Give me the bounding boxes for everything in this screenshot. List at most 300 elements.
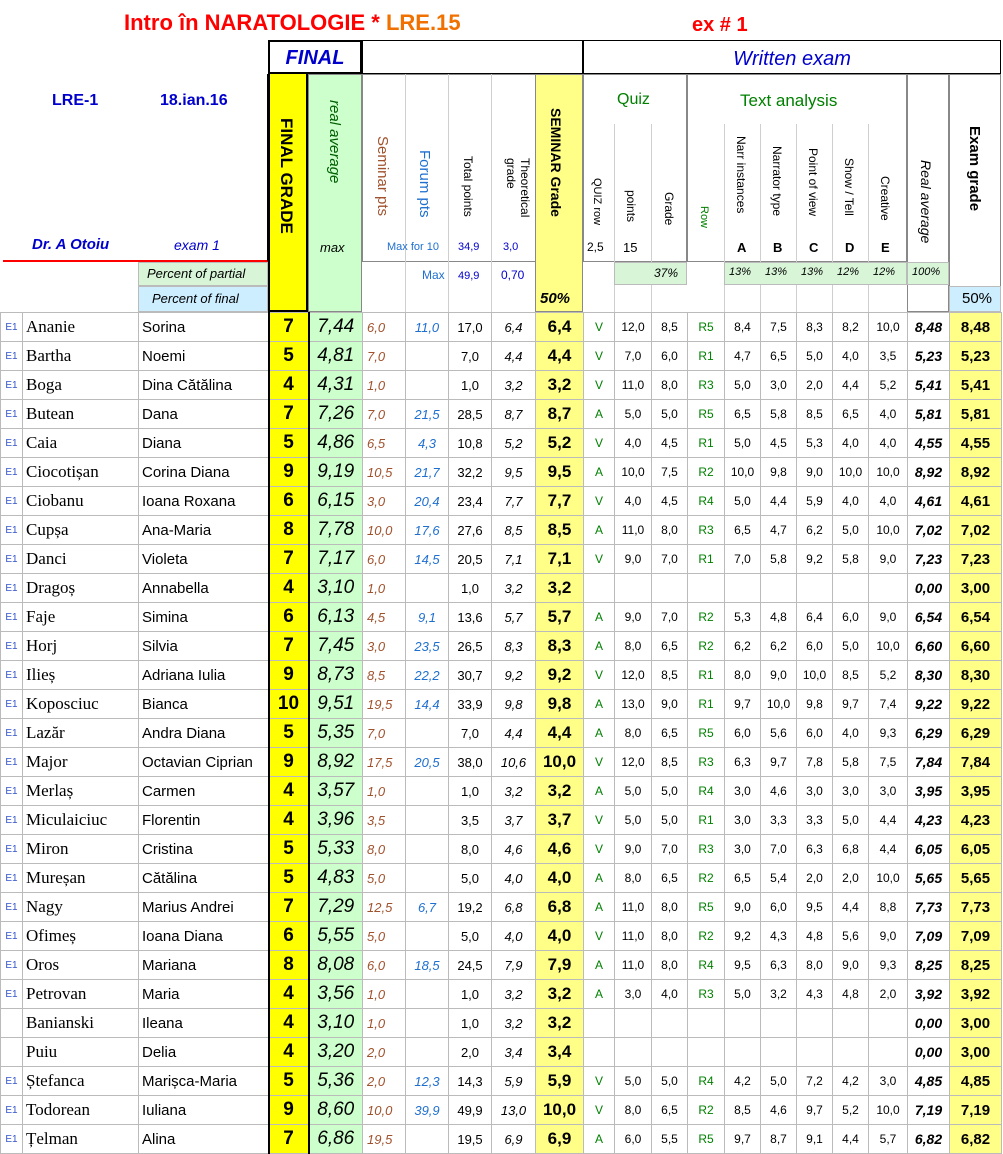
exam-grade-cell[interactable]: 6,05 xyxy=(950,835,1002,864)
student-first-name[interactable]: Simina xyxy=(139,603,269,632)
real-average-cell[interactable]: 6,13 xyxy=(309,603,363,632)
real-average2-cell[interactable]: 7,73 xyxy=(908,893,950,922)
forum-pts-cell[interactable]: 11,0 xyxy=(406,313,449,342)
seminar-pts-cell[interactable]: 6,0 xyxy=(363,545,406,574)
point-of-view-cell[interactable]: 10,0 xyxy=(797,661,833,690)
narrator-type-cell[interactable]: 9,8 xyxy=(761,458,797,487)
creative-cell[interactable]: 5,2 xyxy=(869,661,908,690)
final-grade-cell[interactable]: 4 xyxy=(269,806,309,835)
quiz-row-cell[interactable]: V xyxy=(584,1067,615,1096)
student-surname[interactable]: Nagy xyxy=(23,893,139,922)
show-tell-cell[interactable]: 5,0 xyxy=(833,632,869,661)
point-of-view-cell[interactable]: 9,5 xyxy=(797,893,833,922)
ta-row-cell[interactable] xyxy=(688,1038,725,1067)
final-grade-cell[interactable]: 4 xyxy=(269,777,309,806)
creative-cell[interactable]: 9,3 xyxy=(869,951,908,980)
real-average-cell[interactable]: 7,29 xyxy=(309,893,363,922)
student-first-name[interactable]: Ana-Maria xyxy=(139,516,269,545)
student-surname[interactable]: Cupșa xyxy=(23,516,139,545)
exam-grade-cell[interactable]: 8,92 xyxy=(950,458,1002,487)
total-points-cell[interactable]: 1,0 xyxy=(449,371,492,400)
quiz-row-cell[interactable]: A xyxy=(584,516,615,545)
quiz-row-cell[interactable]: A xyxy=(584,603,615,632)
student-first-name[interactable]: Ioana Diana xyxy=(139,922,269,951)
ta-row-cell[interactable]: R2 xyxy=(688,864,725,893)
real-average2-cell[interactable]: 7,84 xyxy=(908,748,950,777)
real-average2-cell[interactable]: 4,55 xyxy=(908,429,950,458)
seminar-pts-cell[interactable]: 6,0 xyxy=(363,313,406,342)
theoretical-grade-cell[interactable]: 4,6 xyxy=(492,835,536,864)
quiz-grade-cell[interactable]: 5,0 xyxy=(652,400,688,429)
student-e1-flag[interactable]: E1 xyxy=(1,458,23,487)
quiz-grade-cell[interactable]: 6,5 xyxy=(652,632,688,661)
narrator-type-cell[interactable]: 4,5 xyxy=(761,429,797,458)
theoretical-grade-cell[interactable]: 4,4 xyxy=(492,719,536,748)
final-grade-cell[interactable]: 4 xyxy=(269,574,309,603)
theoretical-grade-cell[interactable]: 8,3 xyxy=(492,632,536,661)
narr-instances-cell[interactable]: 9,7 xyxy=(725,1125,761,1154)
exam-grade-cell[interactable]: 9,22 xyxy=(950,690,1002,719)
student-e1-flag[interactable]: E1 xyxy=(1,951,23,980)
student-surname[interactable]: Banianski xyxy=(23,1009,139,1038)
forum-pts-cell[interactable] xyxy=(406,719,449,748)
theoretical-grade-cell[interactable]: 4,0 xyxy=(492,864,536,893)
ta-row-cell[interactable]: R3 xyxy=(688,980,725,1009)
quiz-row-cell[interactable]: V xyxy=(584,371,615,400)
total-points-cell[interactable]: 3,5 xyxy=(449,806,492,835)
seminar-grade-cell[interactable]: 5,9 xyxy=(536,1067,584,1096)
seminar-pts-cell[interactable]: 10,0 xyxy=(363,516,406,545)
real-average-cell[interactable]: 7,45 xyxy=(309,632,363,661)
show-tell-cell[interactable]: 10,0 xyxy=(833,458,869,487)
exam-grade-cell[interactable]: 7,23 xyxy=(950,545,1002,574)
show-tell-cell[interactable] xyxy=(833,1038,869,1067)
total-points-cell[interactable]: 17,0 xyxy=(449,313,492,342)
seminar-grade-cell[interactable]: 3,4 xyxy=(536,1038,584,1067)
seminar-pts-cell[interactable]: 7,0 xyxy=(363,719,406,748)
theoretical-grade-cell[interactable]: 8,7 xyxy=(492,400,536,429)
ta-row-cell[interactable]: R1 xyxy=(688,545,725,574)
student-e1-flag[interactable]: E1 xyxy=(1,748,23,777)
narr-instances-cell[interactable]: 6,0 xyxy=(725,719,761,748)
final-grade-cell[interactable]: 5 xyxy=(269,429,309,458)
student-first-name[interactable]: Marius Andrei xyxy=(139,893,269,922)
narr-instances-cell[interactable]: 3,0 xyxy=(725,835,761,864)
real-average-cell[interactable]: 3,10 xyxy=(309,574,363,603)
quiz-grade-cell[interactable] xyxy=(652,1009,688,1038)
quiz-points-cell[interactable]: 11,0 xyxy=(615,893,652,922)
quiz-row-cell[interactable]: A xyxy=(584,632,615,661)
real-average-cell[interactable]: 7,17 xyxy=(309,545,363,574)
theoretical-grade-cell[interactable]: 13,0 xyxy=(492,1096,536,1125)
exam-grade-cell[interactable]: 5,65 xyxy=(950,864,1002,893)
show-tell-cell[interactable]: 4,2 xyxy=(833,1067,869,1096)
theoretical-grade-cell[interactable]: 5,2 xyxy=(492,429,536,458)
student-surname[interactable]: Mureșan xyxy=(23,864,139,893)
real-average2-cell[interactable]: 6,60 xyxy=(908,632,950,661)
forum-pts-cell[interactable]: 39,9 xyxy=(406,1096,449,1125)
seminar-grade-cell[interactable]: 4,6 xyxy=(536,835,584,864)
ta-row-cell[interactable]: R1 xyxy=(688,429,725,458)
quiz-points-cell[interactable]: 10,0 xyxy=(615,458,652,487)
student-e1-flag[interactable]: E1 xyxy=(1,342,23,371)
point-of-view-cell[interactable]: 8,3 xyxy=(797,313,833,342)
theoretical-grade-cell[interactable]: 7,9 xyxy=(492,951,536,980)
ta-row-cell[interactable]: R5 xyxy=(688,1125,725,1154)
seminar-grade-cell[interactable]: 3,2 xyxy=(536,1009,584,1038)
real-average2-cell[interactable]: 6,54 xyxy=(908,603,950,632)
quiz-grade-cell[interactable]: 8,0 xyxy=(652,951,688,980)
student-e1-flag[interactable]: E1 xyxy=(1,864,23,893)
creative-cell[interactable]: 9,0 xyxy=(869,922,908,951)
real-average-cell[interactable]: 6,86 xyxy=(309,1125,363,1154)
seminar-pts-cell[interactable]: 3,5 xyxy=(363,806,406,835)
quiz-points-cell[interactable]: 9,0 xyxy=(615,545,652,574)
narr-instances-cell[interactable]: 9,7 xyxy=(725,690,761,719)
ta-row-cell[interactable]: R5 xyxy=(688,313,725,342)
real-average-cell[interactable]: 7,78 xyxy=(309,516,363,545)
student-first-name[interactable]: Adriana Iulia xyxy=(139,661,269,690)
quiz-grade-cell[interactable]: 6,5 xyxy=(652,864,688,893)
narrator-type-cell[interactable]: 3,3 xyxy=(761,806,797,835)
show-tell-cell[interactable] xyxy=(833,1009,869,1038)
narrator-type-cell[interactable]: 10,0 xyxy=(761,690,797,719)
show-tell-cell[interactable]: 9,7 xyxy=(833,690,869,719)
total-points-cell[interactable]: 10,8 xyxy=(449,429,492,458)
narr-instances-cell[interactable]: 6,2 xyxy=(725,632,761,661)
student-surname[interactable]: Koposciuc xyxy=(23,690,139,719)
quiz-points-cell[interactable]: 5,0 xyxy=(615,1067,652,1096)
quiz-row-cell[interactable]: V xyxy=(584,342,615,371)
student-e1-flag[interactable]: E1 xyxy=(1,806,23,835)
exam-grade-cell[interactable]: 4,85 xyxy=(950,1067,1002,1096)
quiz-grade-cell[interactable]: 4,5 xyxy=(652,429,688,458)
point-of-view-cell[interactable]: 5,0 xyxy=(797,342,833,371)
creative-cell[interactable]: 3,0 xyxy=(869,1067,908,1096)
forum-pts-cell[interactable] xyxy=(406,864,449,893)
quiz-grade-cell[interactable]: 5,5 xyxy=(652,1125,688,1154)
creative-cell[interactable] xyxy=(869,1009,908,1038)
ta-row-cell[interactable]: R3 xyxy=(688,516,725,545)
quiz-row-cell[interactable]: A xyxy=(584,893,615,922)
narrator-type-cell[interactable]: 9,0 xyxy=(761,661,797,690)
student-surname[interactable]: Ilieș xyxy=(23,661,139,690)
creative-cell[interactable]: 5,2 xyxy=(869,371,908,400)
quiz-grade-cell[interactable]: 7,5 xyxy=(652,458,688,487)
show-tell-cell[interactable]: 6,5 xyxy=(833,400,869,429)
student-e1-flag[interactable]: E1 xyxy=(1,893,23,922)
ta-row-cell[interactable] xyxy=(688,574,725,603)
point-of-view-cell[interactable]: 4,3 xyxy=(797,980,833,1009)
point-of-view-cell[interactable] xyxy=(797,1038,833,1067)
quiz-points-cell[interactable]: 5,0 xyxy=(615,806,652,835)
seminar-pts-cell[interactable]: 19,5 xyxy=(363,1125,406,1154)
narrator-type-cell[interactable]: 5,8 xyxy=(761,400,797,429)
theoretical-grade-cell[interactable]: 3,4 xyxy=(492,1038,536,1067)
show-tell-cell[interactable]: 9,0 xyxy=(833,951,869,980)
seminar-grade-cell[interactable]: 3,2 xyxy=(536,574,584,603)
point-of-view-cell[interactable]: 6,4 xyxy=(797,603,833,632)
total-points-cell[interactable]: 28,5 xyxy=(449,400,492,429)
final-grade-cell[interactable]: 7 xyxy=(269,1125,309,1154)
forum-pts-cell[interactable]: 17,6 xyxy=(406,516,449,545)
final-grade-cell[interactable]: 6 xyxy=(269,603,309,632)
quiz-grade-cell[interactable]: 8,5 xyxy=(652,748,688,777)
point-of-view-cell[interactable]: 6,0 xyxy=(797,632,833,661)
point-of-view-cell[interactable]: 8,5 xyxy=(797,400,833,429)
creative-cell[interactable]: 10,0 xyxy=(869,632,908,661)
total-points-cell[interactable]: 7,0 xyxy=(449,342,492,371)
student-e1-flag[interactable]: E1 xyxy=(1,1096,23,1125)
forum-pts-cell[interactable] xyxy=(406,922,449,951)
seminar-grade-cell[interactable]: 8,5 xyxy=(536,516,584,545)
exam-grade-cell[interactable]: 4,23 xyxy=(950,806,1002,835)
quiz-row-cell[interactable] xyxy=(584,1009,615,1038)
quiz-row-cell[interactable]: A xyxy=(584,777,615,806)
theoretical-grade-cell[interactable]: 3,2 xyxy=(492,371,536,400)
total-points-cell[interactable]: 24,5 xyxy=(449,951,492,980)
student-e1-flag[interactable] xyxy=(1,1038,23,1067)
creative-cell[interactable]: 10,0 xyxy=(869,516,908,545)
real-average-cell[interactable]: 8,92 xyxy=(309,748,363,777)
quiz-grade-cell[interactable]: 9,0 xyxy=(652,690,688,719)
quiz-points-cell[interactable]: 11,0 xyxy=(615,951,652,980)
total-points-cell[interactable]: 5,0 xyxy=(449,922,492,951)
seminar-pts-cell[interactable]: 5,0 xyxy=(363,922,406,951)
quiz-grade-cell[interactable]: 5,0 xyxy=(652,806,688,835)
quiz-grade-cell[interactable]: 7,0 xyxy=(652,545,688,574)
student-surname[interactable]: Merlaș xyxy=(23,777,139,806)
exam-grade-cell[interactable]: 6,29 xyxy=(950,719,1002,748)
total-points-cell[interactable]: 23,4 xyxy=(449,487,492,516)
student-surname[interactable]: Bartha xyxy=(23,342,139,371)
final-grade-cell[interactable]: 6 xyxy=(269,922,309,951)
exam-grade-cell[interactable]: 3,00 xyxy=(950,1009,1002,1038)
forum-pts-cell[interactable]: 21,7 xyxy=(406,458,449,487)
show-tell-cell[interactable]: 5,0 xyxy=(833,806,869,835)
theoretical-grade-cell[interactable]: 5,9 xyxy=(492,1067,536,1096)
narrator-type-cell[interactable]: 6,3 xyxy=(761,951,797,980)
student-first-name[interactable]: Iuliana xyxy=(139,1096,269,1125)
student-surname[interactable]: Puiu xyxy=(23,1038,139,1067)
creative-cell[interactable]: 2,0 xyxy=(869,980,908,1009)
seminar-grade-cell[interactable]: 10,0 xyxy=(536,1096,584,1125)
student-first-name[interactable]: Violeta xyxy=(139,545,269,574)
point-of-view-cell[interactable]: 3,3 xyxy=(797,806,833,835)
forum-pts-cell[interactable] xyxy=(406,574,449,603)
seminar-pts-cell[interactable]: 2,0 xyxy=(363,1038,406,1067)
exam-grade-cell[interactable]: 7,19 xyxy=(950,1096,1002,1125)
student-e1-flag[interactable]: E1 xyxy=(1,429,23,458)
total-points-cell[interactable]: 20,5 xyxy=(449,545,492,574)
total-points-cell[interactable]: 1,0 xyxy=(449,574,492,603)
total-points-cell[interactable]: 32,2 xyxy=(449,458,492,487)
show-tell-cell[interactable]: 8,2 xyxy=(833,313,869,342)
quiz-points-cell[interactable]: 8,0 xyxy=(615,719,652,748)
final-grade-cell[interactable]: 7 xyxy=(269,632,309,661)
narrator-type-cell[interactable]: 4,8 xyxy=(761,603,797,632)
narrator-type-cell[interactable]: 4,6 xyxy=(761,777,797,806)
seminar-pts-cell[interactable]: 10,0 xyxy=(363,1096,406,1125)
student-e1-flag[interactable]: E1 xyxy=(1,690,23,719)
creative-cell[interactable]: 4,0 xyxy=(869,400,908,429)
quiz-points-cell[interactable]: 11,0 xyxy=(615,922,652,951)
ta-row-cell[interactable]: R1 xyxy=(688,342,725,371)
narrator-type-cell[interactable]: 7,0 xyxy=(761,835,797,864)
quiz-grade-cell[interactable]: 6,5 xyxy=(652,719,688,748)
narr-instances-cell[interactable]: 4,7 xyxy=(725,342,761,371)
real-average-cell[interactable]: 5,33 xyxy=(309,835,363,864)
final-grade-cell[interactable]: 8 xyxy=(269,516,309,545)
ta-row-cell[interactable]: R4 xyxy=(688,777,725,806)
seminar-grade-cell[interactable]: 10,0 xyxy=(536,748,584,777)
forum-pts-cell[interactable] xyxy=(406,806,449,835)
total-points-cell[interactable]: 1,0 xyxy=(449,980,492,1009)
real-average2-cell[interactable]: 8,48 xyxy=(908,313,950,342)
seminar-pts-cell[interactable]: 6,5 xyxy=(363,429,406,458)
ta-row-cell[interactable]: R1 xyxy=(688,661,725,690)
student-surname[interactable]: Butean xyxy=(23,400,139,429)
theoretical-grade-cell[interactable]: 6,4 xyxy=(492,313,536,342)
narr-instances-cell[interactable]: 6,5 xyxy=(725,400,761,429)
student-first-name[interactable]: Dina Cătălina xyxy=(139,371,269,400)
forum-pts-cell[interactable]: 20,4 xyxy=(406,487,449,516)
narrator-type-cell[interactable]: 6,2 xyxy=(761,632,797,661)
point-of-view-cell[interactable]: 5,9 xyxy=(797,487,833,516)
student-first-name[interactable]: Sorina xyxy=(139,313,269,342)
quiz-row-cell[interactable]: A xyxy=(584,980,615,1009)
seminar-grade-cell[interactable]: 5,7 xyxy=(536,603,584,632)
quiz-grade-cell[interactable]: 4,0 xyxy=(652,980,688,1009)
real-average-cell[interactable]: 9,19 xyxy=(309,458,363,487)
show-tell-cell[interactable]: 5,8 xyxy=(833,748,869,777)
quiz-grade-cell[interactable]: 8,0 xyxy=(652,922,688,951)
student-first-name[interactable]: Corina Diana xyxy=(139,458,269,487)
seminar-grade-cell[interactable]: 4,4 xyxy=(536,342,584,371)
creative-cell[interactable]: 7,5 xyxy=(869,748,908,777)
seminar-grade-cell[interactable]: 8,3 xyxy=(536,632,584,661)
ta-row-cell[interactable]: R2 xyxy=(688,632,725,661)
seminar-grade-cell[interactable]: 5,2 xyxy=(536,429,584,458)
quiz-points-cell[interactable]: 9,0 xyxy=(615,835,652,864)
quiz-grade-cell[interactable]: 8,0 xyxy=(652,893,688,922)
quiz-row-cell[interactable]: V xyxy=(584,922,615,951)
quiz-row-cell[interactable]: A xyxy=(584,951,615,980)
real-average2-cell[interactable]: 5,65 xyxy=(908,864,950,893)
real-average2-cell[interactable]: 7,19 xyxy=(908,1096,950,1125)
real-average2-cell[interactable]: 6,05 xyxy=(908,835,950,864)
ta-row-cell[interactable]: R2 xyxy=(688,603,725,632)
point-of-view-cell[interactable]: 9,0 xyxy=(797,458,833,487)
ta-row-cell[interactable]: R2 xyxy=(688,458,725,487)
quiz-points-cell[interactable]: 12,0 xyxy=(615,661,652,690)
narrator-type-cell[interactable]: 6,5 xyxy=(761,342,797,371)
final-grade-cell[interactable]: 10 xyxy=(269,690,309,719)
real-average-cell[interactable]: 6,15 xyxy=(309,487,363,516)
student-e1-flag[interactable]: E1 xyxy=(1,719,23,748)
creative-cell[interactable]: 4,4 xyxy=(869,835,908,864)
seminar-pts-cell[interactable]: 7,0 xyxy=(363,400,406,429)
quiz-row-cell[interactable]: A xyxy=(584,690,615,719)
quiz-row-cell[interactable]: A xyxy=(584,1125,615,1154)
forum-pts-cell[interactable] xyxy=(406,777,449,806)
ta-row-cell[interactable]: R3 xyxy=(688,748,725,777)
theoretical-grade-cell[interactable]: 10,6 xyxy=(492,748,536,777)
final-grade-cell[interactable]: 7 xyxy=(269,893,309,922)
theoretical-grade-cell[interactable]: 6,9 xyxy=(492,1125,536,1154)
exam-grade-cell[interactable]: 8,48 xyxy=(950,313,1002,342)
quiz-points-cell[interactable]: 7,0 xyxy=(615,342,652,371)
quiz-grade-cell[interactable]: 7,0 xyxy=(652,835,688,864)
exam-grade-cell[interactable]: 8,30 xyxy=(950,661,1002,690)
final-grade-cell[interactable]: 9 xyxy=(269,458,309,487)
total-points-cell[interactable]: 8,0 xyxy=(449,835,492,864)
show-tell-cell[interactable]: 4,4 xyxy=(833,893,869,922)
student-first-name[interactable]: Cristina xyxy=(139,835,269,864)
student-first-name[interactable]: Ioana Roxana xyxy=(139,487,269,516)
narrator-type-cell[interactable]: 4,7 xyxy=(761,516,797,545)
final-grade-cell[interactable]: 5 xyxy=(269,835,309,864)
creative-cell[interactable]: 5,7 xyxy=(869,1125,908,1154)
final-grade-cell[interactable]: 4 xyxy=(269,980,309,1009)
theoretical-grade-cell[interactable]: 7,1 xyxy=(492,545,536,574)
theoretical-grade-cell[interactable]: 9,5 xyxy=(492,458,536,487)
theoretical-grade-cell[interactable]: 6,8 xyxy=(492,893,536,922)
forum-pts-cell[interactable]: 6,7 xyxy=(406,893,449,922)
show-tell-cell[interactable]: 6,8 xyxy=(833,835,869,864)
point-of-view-cell[interactable]: 9,8 xyxy=(797,690,833,719)
forum-pts-cell[interactable]: 12,3 xyxy=(406,1067,449,1096)
theoretical-grade-cell[interactable]: 7,7 xyxy=(492,487,536,516)
real-average2-cell[interactable]: 8,25 xyxy=(908,951,950,980)
quiz-points-cell[interactable] xyxy=(615,574,652,603)
ta-row-cell[interactable]: R4 xyxy=(688,487,725,516)
real-average-cell[interactable]: 8,60 xyxy=(309,1096,363,1125)
seminar-pts-cell[interactable]: 3,0 xyxy=(363,632,406,661)
student-surname[interactable]: Petrovan xyxy=(23,980,139,1009)
forum-pts-cell[interactable] xyxy=(406,371,449,400)
real-average2-cell[interactable]: 5,81 xyxy=(908,400,950,429)
seminar-pts-cell[interactable]: 1,0 xyxy=(363,1009,406,1038)
student-surname[interactable]: Dragoș xyxy=(23,574,139,603)
ta-row-cell[interactable]: R3 xyxy=(688,835,725,864)
seminar-pts-cell[interactable]: 1,0 xyxy=(363,371,406,400)
total-points-cell[interactable]: 26,5 xyxy=(449,632,492,661)
final-grade-cell[interactable]: 4 xyxy=(269,371,309,400)
creative-cell[interactable]: 8,8 xyxy=(869,893,908,922)
narrator-type-cell[interactable]: 6,0 xyxy=(761,893,797,922)
final-grade-cell[interactable]: 7 xyxy=(269,313,309,342)
narrator-type-cell[interactable]: 4,3 xyxy=(761,922,797,951)
real-average2-cell[interactable]: 7,09 xyxy=(908,922,950,951)
creative-cell[interactable] xyxy=(869,574,908,603)
narrator-type-cell[interactable] xyxy=(761,1009,797,1038)
student-e1-flag[interactable]: E1 xyxy=(1,632,23,661)
show-tell-cell[interactable]: 3,0 xyxy=(833,777,869,806)
student-first-name[interactable]: Octavian Ciprian xyxy=(139,748,269,777)
quiz-row-cell[interactable]: V xyxy=(584,835,615,864)
narr-instances-cell[interactable]: 4,2 xyxy=(725,1067,761,1096)
seminar-grade-cell[interactable]: 4,4 xyxy=(536,719,584,748)
student-surname[interactable]: Horj xyxy=(23,632,139,661)
theoretical-grade-cell[interactable]: 3,2 xyxy=(492,980,536,1009)
real-average2-cell[interactable]: 7,23 xyxy=(908,545,950,574)
point-of-view-cell[interactable]: 9,1 xyxy=(797,1125,833,1154)
student-e1-flag[interactable]: E1 xyxy=(1,1125,23,1154)
student-surname[interactable]: Ciobanu xyxy=(23,487,139,516)
student-e1-flag[interactable]: E1 xyxy=(1,400,23,429)
quiz-row-cell[interactable]: V xyxy=(584,487,615,516)
